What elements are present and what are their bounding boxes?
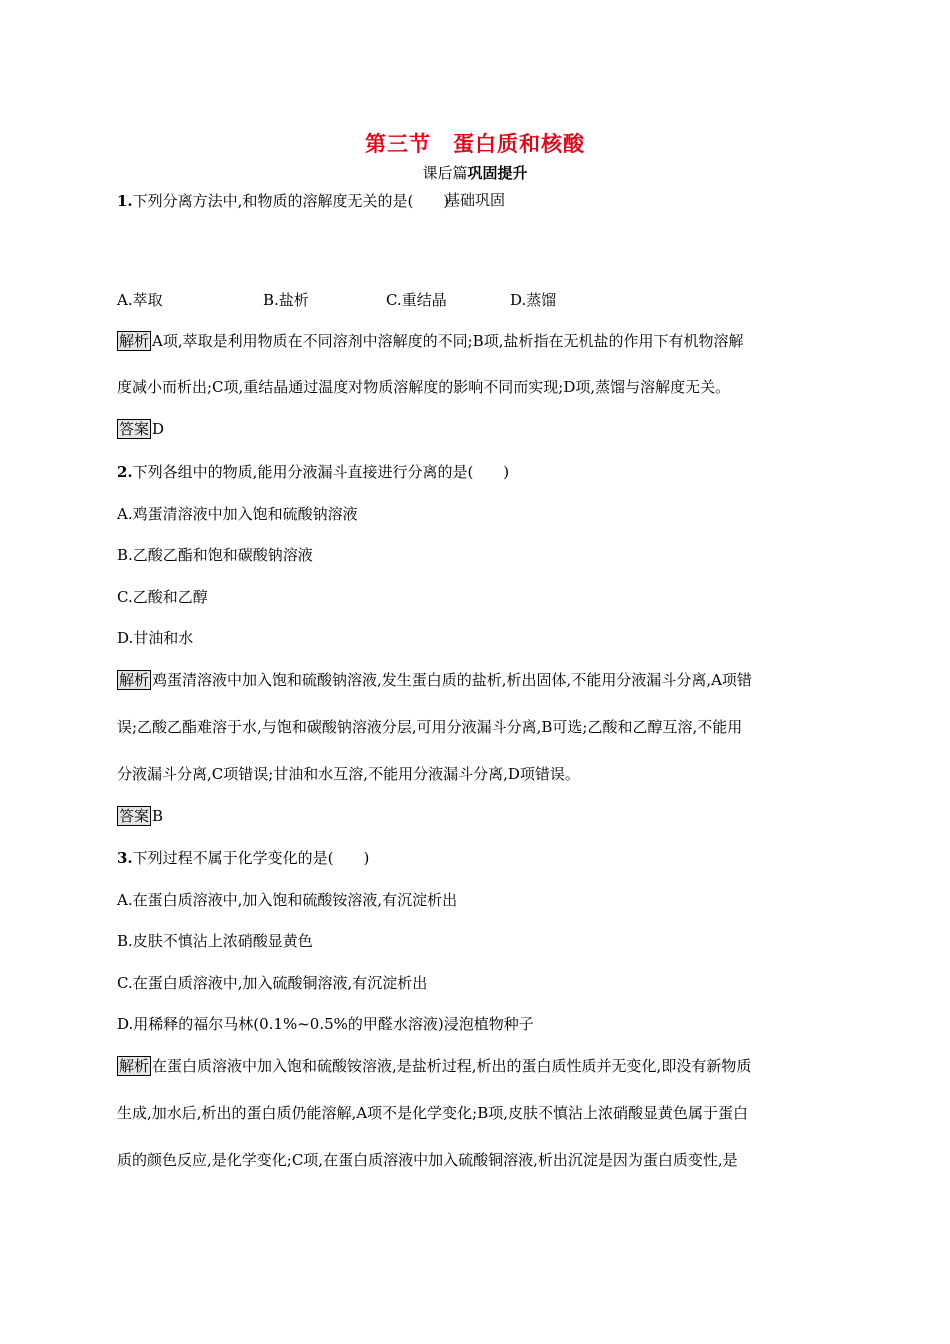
question-1-stem: [117, 191, 833, 211]
analysis-text: 在蛋白质溶液中加入饱和硫酸铵溶液,是盐析过程,析出的蛋白质性质并无变化,即没有新物质: [152, 1057, 752, 1075]
q3-analysis-line: [117, 1056, 833, 1076]
q2-option-a: A.鸡蛋清溶液中加入饱和硫酸钠溶液: [117, 505, 358, 523]
answer-value: D: [152, 420, 165, 438]
subtitle-prefix: 课后篇: [422, 164, 468, 182]
question-number: 3.: [117, 849, 133, 867]
subtitle-bold: 巩固提升: [467, 164, 528, 182]
q2-option-d: D.甘油和水: [117, 629, 194, 647]
question-number: 1.: [117, 192, 133, 210]
q1-answer: [117, 419, 833, 439]
question-text: 下列各组中的物质,能用分液漏斗直接进行分离的是( ): [132, 463, 510, 481]
question-2-stem: [117, 462, 833, 482]
q3-option-a: A.在蛋白质溶液中,加入饱和硫酸铵溶液,有沉淀析出: [117, 891, 458, 909]
question-text: 下列过程不属于化学变化的是( ): [132, 849, 370, 867]
analysis-text: A项,萃取是利用物质在不同溶剂中溶解度的不同;B项,盐析指在无机盐的作用下有机物溶解: [152, 332, 744, 350]
analysis-tag: 解析: [119, 332, 150, 350]
q3-option-d: D.用稀释的福尔马林(0.1%~0.5%的甲醛水溶液)浸泡植物种子: [117, 1015, 534, 1033]
q2-option-c: C.乙酸和乙醇: [117, 588, 208, 606]
q3-option-c: C.在蛋白质溶液中,加入硫酸铜溶液,有沉淀析出: [117, 974, 428, 992]
q3-analysis-line: 质的颜色反应,是化学变化;C项,在蛋白质溶液中加入硫酸铜溶液,析出沉淀是因为蛋白质变性,是: [117, 1151, 738, 1169]
analysis-text: 鸡蛋清溶液中加入饱和硫酸钠溶液,发生蛋白质的盐析,析出固体,不能用分液漏斗分离,A项错: [152, 671, 752, 689]
analysis-tag: 解析: [119, 1057, 150, 1075]
q1-analysis-line: 度减小而析出;C项,重结晶通过温度对物质溶解度的影响不同而实现;D项,蒸馏与溶解度无关。: [117, 378, 731, 396]
q1-option-a: A.萃取: [117, 291, 163, 309]
question-text: 下列分离方法中,和物质的溶解度无关的是( ): [132, 192, 450, 210]
q2-analysis-line: 分液漏斗分离,C项错误;甘油和水互溶,不能用分液漏斗分离,D项错误。: [117, 765, 580, 783]
section-heading: 基础巩固: [444, 191, 505, 209]
q3-analysis-line: 生成,加水后,析出的蛋白质仍能溶解,A项不是化学变化;B项,皮肤不慎沾上浓硝酸显黄色属于蛋白: [117, 1104, 748, 1122]
q2-answer: [117, 806, 833, 826]
q1-option-c: C.重结晶: [386, 291, 447, 309]
q1-option-d: D.蒸馏: [510, 291, 557, 309]
q2-analysis-line: 误;乙酸乙酯难溶于水,与饱和碳酸钠溶液分层,可用分液漏斗分离,B可选;乙酸和乙醇互溶,不能用: [117, 718, 743, 736]
question-3-stem: [117, 848, 833, 868]
answer-tag: 答案: [119, 420, 150, 438]
q3-option-b: B.皮肤不慎沾上浓硝酸显黄色: [117, 932, 313, 950]
q2-option-b: B.乙酸乙酯和饱和碳酸钠溶液: [117, 546, 313, 564]
q1-analysis-line: [117, 331, 833, 351]
analysis-tag: 解析: [119, 671, 150, 689]
page-title: 第三节 蛋白质和核酸: [365, 131, 585, 156]
answer-tag: 答案: [119, 807, 150, 825]
page-subtitle: [0, 162, 950, 183]
q2-analysis-line: [117, 670, 833, 690]
q1-option-b: B.盐析: [263, 291, 309, 309]
answer-value: B: [152, 807, 164, 825]
question-number: 2.: [117, 463, 133, 481]
